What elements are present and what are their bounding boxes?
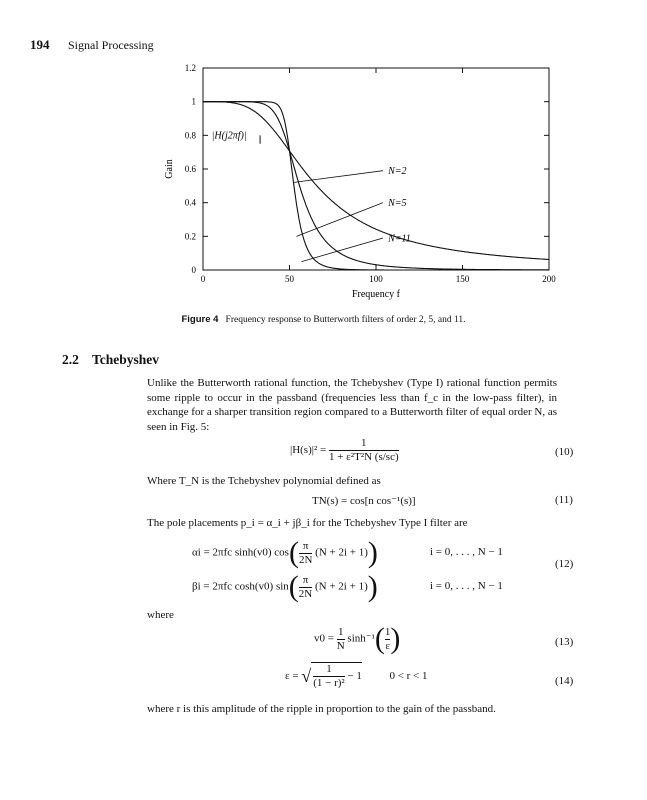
section-title: Tchebyshev <box>92 352 160 367</box>
y-tick-label: 0.2 <box>184 231 196 242</box>
eq12-beta-range: i = 0, . . . , N − 1 <box>430 580 503 592</box>
eq12-alpha-num: π <box>302 539 309 552</box>
equation-12-beta: βi = 2πfc cosh(v0) sin( $\frac{\pi}{2N}$ (N + 2i + 1)) <box>192 570 378 603</box>
equation-14: ε = √ $\frac{1}{\text{(1 − r)²}}$ − 1 0 < r < 1 <box>285 663 428 689</box>
paragraph-poles: The pole placements p_i = α_i + jβ_i for the Tchebyshev Type I filter are <box>147 517 468 529</box>
x-tick-label: 0 <box>200 274 206 284</box>
eq10-denominator: 1 + ε²T²N (s/sc) <box>328 451 399 463</box>
y-tick-label: 0.6 <box>184 164 196 174</box>
eq13-inner-num: 1 <box>384 625 391 638</box>
equation-11: TN(s) = cos[n cos⁻¹(s)] <box>312 495 416 507</box>
eq14-number: (14) <box>555 675 574 687</box>
eq12-alpha-den: 2N <box>298 553 313 566</box>
figure-caption-text: Frequency response to Butterworth filters of order 2, 5, and 11. <box>225 315 466 325</box>
label-n2: N=2 <box>388 166 407 178</box>
eq12-alpha-range: i = 0, . . . , N − 1 <box>430 546 503 558</box>
eq12-number: (12) <box>555 558 574 570</box>
eq12-beta-lhs: βi = 2πfc cosh(v0) sin <box>192 580 289 593</box>
page-number: 194 <box>30 37 50 52</box>
y-tick-label: 1.2 <box>184 63 196 73</box>
eq14-den: (1 − r)² <box>313 677 345 689</box>
running-title: Signal Processing <box>68 38 154 52</box>
arrow-n11 <box>302 238 383 262</box>
paragraph-intro: Unlike the Butterworth rational function, the Tchebyshev (Type I) rational function permits some ripple to occur in the passband (frequencies less than f_c in the low-pass filter), in exchange for a sharper transition region compared to a Butterworth filter of equal order N, as seen in Fig. 5: <box>147 377 557 433</box>
eq12-beta-fraction <box>299 574 312 601</box>
eq14-tail: − 1 <box>347 670 362 683</box>
curve-n5 <box>203 102 549 270</box>
figure-label: Figure 4 <box>181 314 219 325</box>
equation-10 <box>290 437 399 464</box>
section-number: 2.2 <box>62 352 79 367</box>
eq14-lhs: ε = <box>285 670 299 683</box>
eq13-num: 1 <box>337 625 344 638</box>
eq12-alpha-fraction <box>299 540 312 567</box>
butterworth-chart <box>150 60 570 310</box>
eq14-fraction <box>313 663 345 690</box>
eq14-num: 1 <box>326 663 332 675</box>
x-tick-label: 50 <box>285 274 294 284</box>
paragraph-ripple: where r is this amplitude of the ripple in proportion to the gain of the passband. <box>147 703 496 715</box>
eq12-beta-num: π <box>302 573 309 586</box>
equation-13: v0 = $\frac{1}{N}$ sinh⁻¹( $\frac{1}{\varepsilon}$ ) <box>314 622 401 655</box>
eq12-beta-arg: (N + 2i + 1) <box>315 580 368 593</box>
arrow-n2 <box>293 171 383 183</box>
eq10-lhs: |H(s)|² = <box>290 444 327 457</box>
eq11-number: (11) <box>555 494 573 506</box>
curve-n2 <box>203 102 549 260</box>
eq10-fraction <box>329 437 399 464</box>
curve-label: |H(j2πf)| <box>211 130 247 142</box>
eq10-number: (10) <box>555 446 574 458</box>
eq13-den: N <box>336 639 345 652</box>
curve-n11 <box>203 102 549 270</box>
eq12-beta-den: 2N <box>298 587 313 600</box>
x-tick-label: 150 <box>455 274 470 284</box>
eq12-alpha-lhs: αi = 2πfc sinh(v0) cos <box>192 546 289 559</box>
eq13-fraction <box>337 626 345 653</box>
paragraph-where: where <box>147 609 174 621</box>
eq10-numerator: 1 <box>361 437 367 449</box>
eq13-number: (13) <box>555 636 574 648</box>
eq13-inner-den: ε <box>385 639 390 652</box>
x-tick-label: 100 <box>369 274 383 284</box>
figure-caption <box>0 314 647 325</box>
eq13-func: sinh⁻¹ <box>347 632 375 645</box>
y-tick-label: 0.8 <box>184 130 196 141</box>
y-axis-label: Gain <box>164 159 175 179</box>
x-tick-label: 200 <box>542 274 556 284</box>
y-tick-label: 0.4 <box>184 197 196 208</box>
eq13-lhs: v0 = <box>314 632 334 645</box>
eq14-condition: 0 < r < 1 <box>389 670 428 683</box>
label-n11: N=11 <box>388 233 411 245</box>
paragraph-polynomial: Where T_N is the Tchebyshev polynomial defined as <box>147 475 381 487</box>
eq12-alpha-arg: (N + 2i + 1) <box>315 546 368 559</box>
y-tick-label: 0 <box>191 265 196 275</box>
x-axis-label: Frequency f <box>351 289 401 300</box>
y-tick-label: 1 <box>191 96 196 107</box>
label-n5: N=5 <box>388 198 407 210</box>
equation-12-alpha: αi = 2πfc sinh(v0) cos( $\frac{\pi}{2N}$ (N + 2i + 1)) <box>192 536 378 569</box>
